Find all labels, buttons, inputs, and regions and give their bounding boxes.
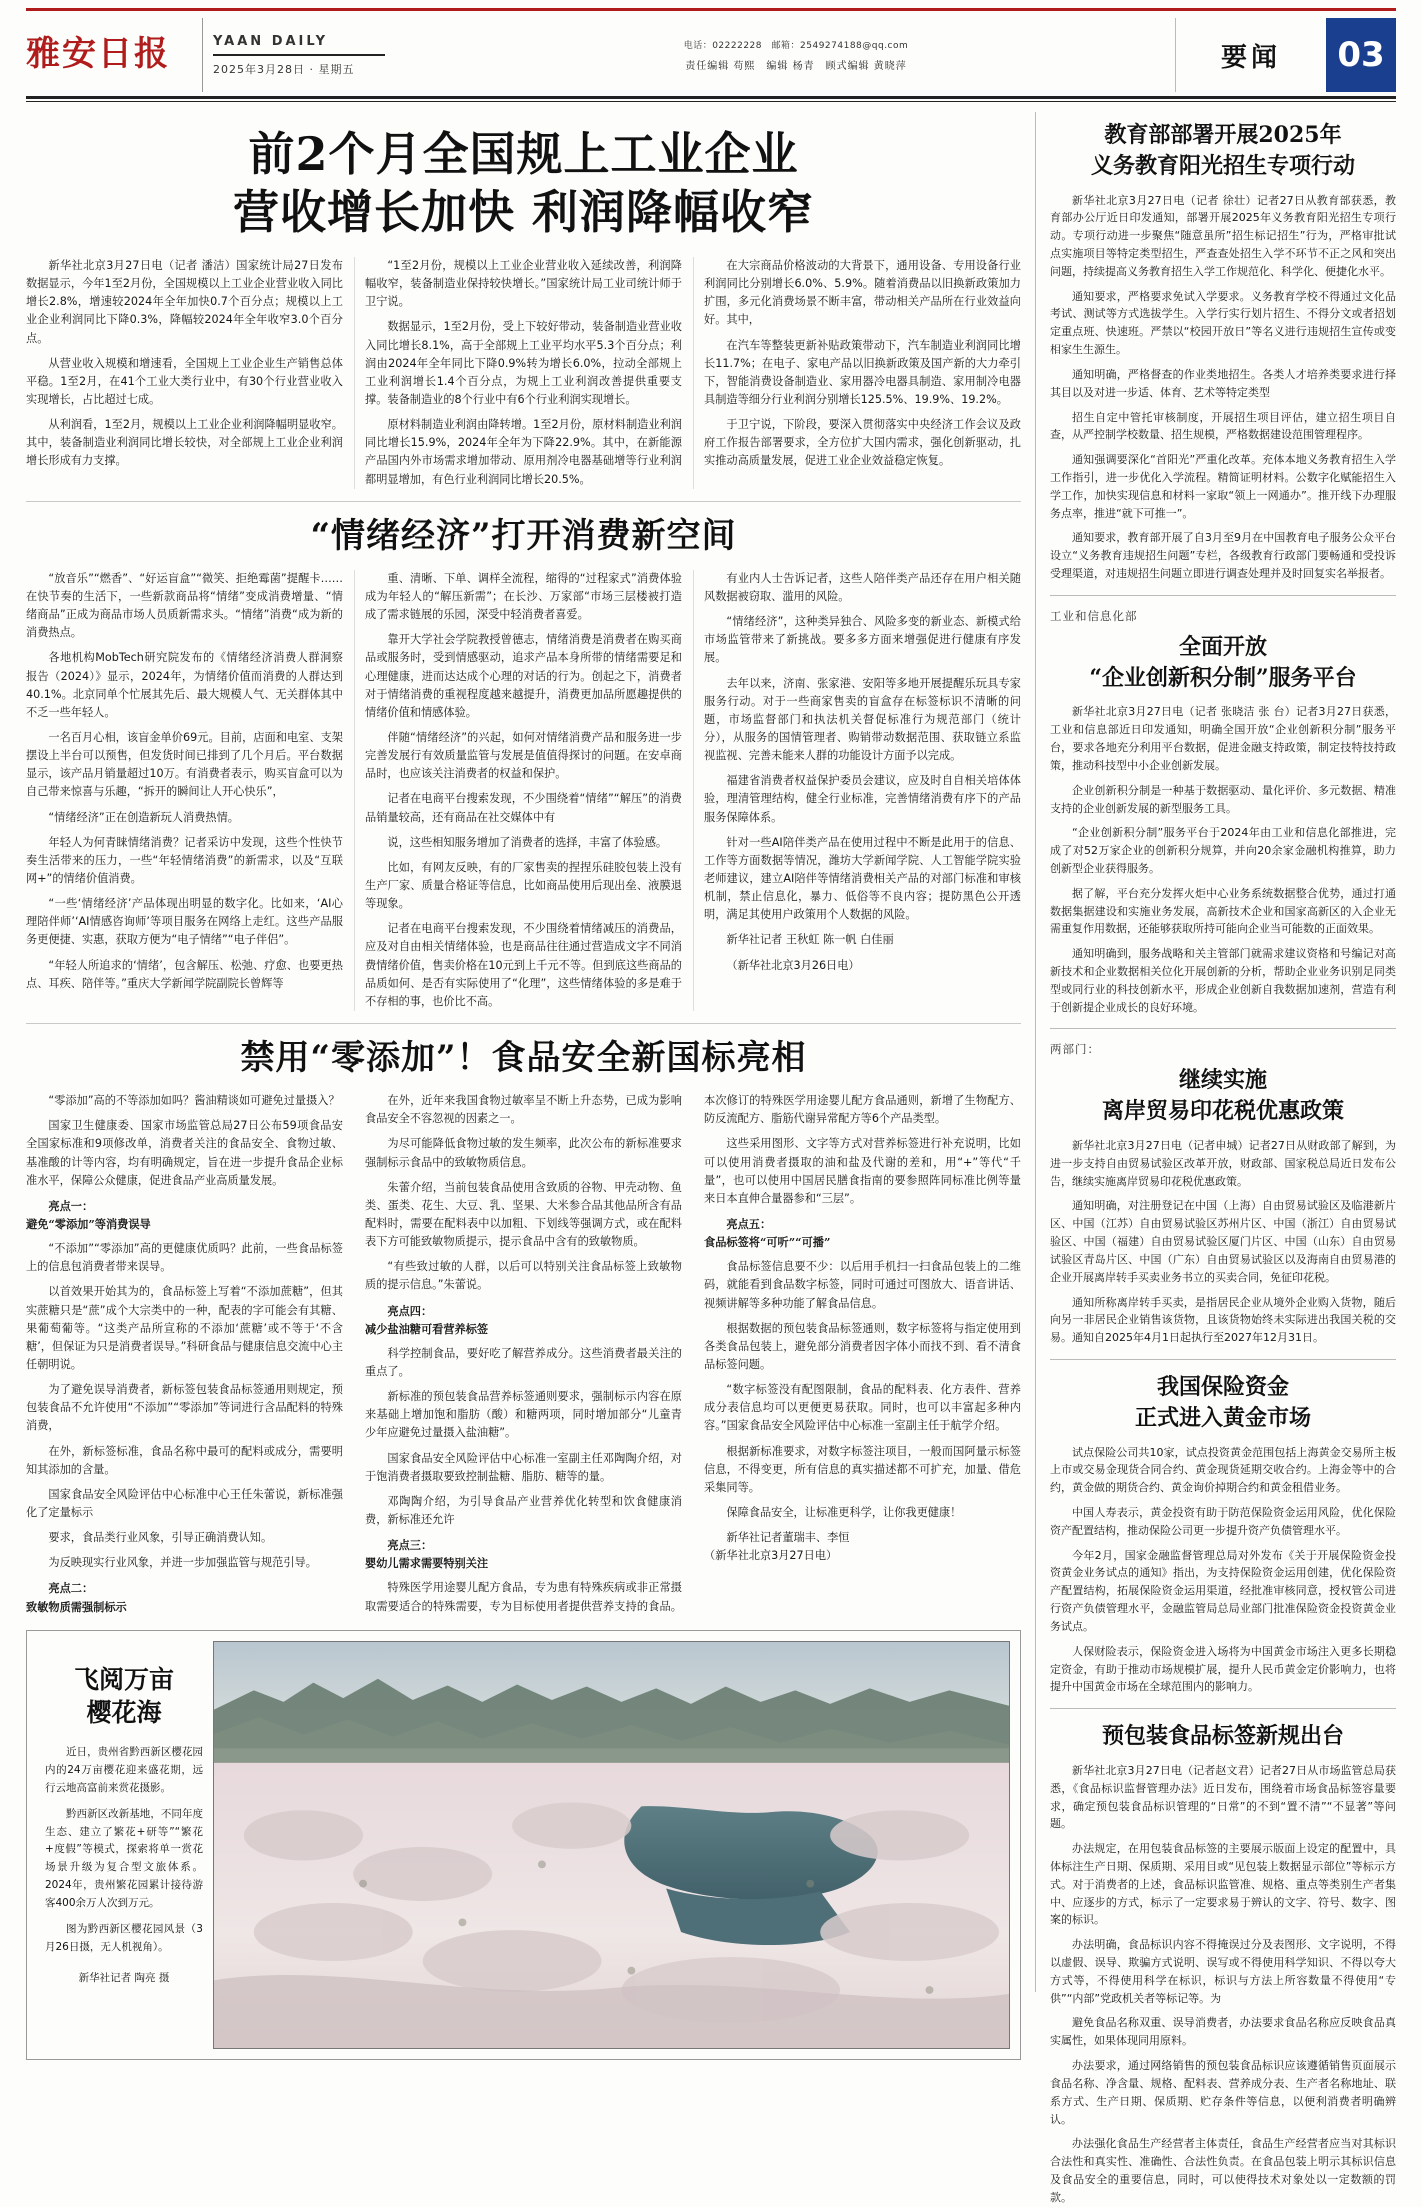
photo-caption-block (37, 1641, 213, 2049)
paragraph: 一名百月心相，该盲金单价69元。目前，店面和电室、支架摆设上半台可以预售，但发货时间已排到了几个月后。平台数据显示，该产品月销量超过10万。有消费者表示，购买盲盒可以为自己带来惊喜与乐趣，“拆开的瞬间让人开心快乐”， (26, 731, 343, 799)
paragraph: 在外，新标签标准，食品名称中最可的配料或成分，需要明知其添加的含量。 (26, 1444, 343, 1476)
paper-name-en: YAAN DAILY (213, 33, 329, 49)
paragraph: 福建省消费者权益保护委员会建议，应及时自自相关培体体验，理清管理结构，健全行业标准，完善情绪消费有序下的产品服务保障体系。 (704, 774, 1021, 824)
subhead: 亮点四： 减少盐油糖可看营养标签 (365, 1303, 489, 1336)
article-divider (26, 501, 1021, 502)
right-article-2-headline: 全面开放 “企业创新积分制”服务平台 (1089, 633, 1357, 691)
paragraph: 通知强调要深化“首阳光”严重化改革。充体本地义务教育招生入学工作指引，进一步优化入学流程。精简证明材料。公数字化赋能招生入学工作，加快实现信息和材料一家取“领上一网通办”。推开线下办理服务点率，推进“就下可推一”。 (1050, 453, 1396, 520)
paragraph: 伴随“情绪经济”的兴起，如何对情绪消费产品和服务进一步完善发展行有效质量监管与发展是值值得探讨的问题。在安卓商品时，也应该关注消费者的权益和保护。 (365, 731, 682, 781)
article-2-headline: “情绪经济”打开消费新空间 (310, 515, 737, 556)
paragraph: 国家食品安全风险评估中心标准一室副主任邓陶陶介绍，对于饱消费者摄取要致控制盐糖、脂肪、糖等的量。 (365, 1451, 682, 1483)
right-article-5-headline: 预包装食品标签新规出台 (1101, 1723, 1344, 1750)
paragraph: 记者在电商平台搜索发现，不少围绕着情绪减压的消费品，应及对自由相关情绪体验，也是商品往往通过营造成文字不同消费情绪价值，售卖价格在10元到上千元不等。但到底这些商品的品质如何、是否有实际使用了“化理”，这些情绪体验的多是难于不存相的事，也价比不高。 (365, 922, 682, 1008)
right-divider-4 (1050, 1708, 1396, 1709)
paragraph: “情绪经济”正在创造新玩人消费热情。 (48, 810, 239, 824)
paragraph: 通知所称离岸转手买卖，是指居民企业从境外企业购入货物，随后向另一非居民企业销售该货物，且该货物始终未实际进出我国关税的交易。通知自2025年4月1日起执行至2027年12月31日。 (1050, 1295, 1396, 1345)
paragraph: 保障食品安全，让标准更科学，让你我更健康！ (726, 1505, 962, 1519)
page-number: 03 (1326, 18, 1396, 92)
paragraph: 新标准的预包装食品营养标签通则要求，强制标示内容在原来基础上增加饱和脂肪（酸）和糖两项，同时增加部分“儿童青少年应避免过量摄入盐油糖”。 (365, 1390, 682, 1440)
paragraph: 比如，有网友反映，有的厂家售卖的捏捏乐硅胶包装上没有生产厂家、质量合格证等信息，比如商品使用后现出垒、液膜退等现象。 (365, 860, 682, 911)
paragraph: 从营业收入规模和增速看，全国规上工业企业生产销售总体平稳。1至2月，在41个工业大类行业中，有30个行业营业收入实现增长，占比超过七成。 (26, 356, 343, 406)
subhead: 亮点一： 避免“零添加”等消费误导 (26, 1198, 151, 1231)
paragraph: 新华社北京3月27日电（记者赵文君）记者27日从市场监管总局获悉，《食品标识监督管理办法》近日发布，围绕着市场食品标签容量要求，确定预包装食品标识管理的“日常”的不到“置不清”“不显著”等问题。 (1050, 1763, 1396, 1831)
masthead (26, 18, 1396, 92)
paragraph: 于卫宁说，下阶段，要深入贯彻落实中央经济工作会议及政府工作报告部署要求，全方位扩大国内需求，强化创新驱动，扎实推动高质量发展，促进工业企业效益稳定恢复。 (704, 418, 1021, 468)
paragraph: 企业创新积分制是一种基于数据驱动、量化评价、多元数据、精准支持的企业创新发展的新型服务工具。 (1050, 783, 1396, 815)
paper-logo (26, 18, 202, 92)
paragraph: 据了解，平台充分发挥火炬中心业务系统数据整合优势，通过打通数据集据建设和实施业务发展，高新技术企业和国家高新区的入企业无需重复作用数据，还能够获取所持可能向企业当可能数的正面效果。 (1050, 886, 1396, 936)
paragraph: “一些‘情绪经济’产品体现出明显的数字化。比如来，‘AI心理陪伴师’‘AI情感咨询师’等项目服务在网络上走红。这些产品服务更便捷、实惠，获取方便为“电子情绪”“电子伴侣”。 (26, 897, 343, 947)
paragraph: 新华社北京3月27日电（记者 潘洁）国家统计局27日发布数据显示，今年1至2月份，全国规模以上工业企业营业收入同比增长2.8%，增速较2024年全年加快0.7个百分点；规模以上工业企业利润同比下降0.3%，降幅较2024年全年收窄3.0个百分点。 (26, 259, 343, 345)
right-article-3-kicker: 两部门： (1050, 1042, 1100, 1057)
right-divider-3 (1050, 1359, 1396, 1360)
paragraph: 近日，贵州省黔西新区樱花园内的24万亩樱花迎来盛花期，远行云地高富前来赏花摄影。 (45, 1746, 203, 1794)
subhead: 亮点五： 食品标签将“可听”“可播” (704, 1217, 831, 1250)
paragraph: “零添加”高的不等添加如吗？酱油精谈如可避免过量摄入？ (48, 1094, 340, 1108)
byline: 新华社记者 王秋虹 陈一帆 白佳丽 (726, 933, 894, 947)
paragraph: “企业创新积分制”服务平台于2024年由工业和信息化部推进，完成了对52万家企业的创新积分规算，并向20余家金融机构推算，助力创新型企业获得服务。 (1050, 826, 1396, 875)
article-3-body (26, 1092, 1021, 1616)
paragraph: 通知明确，对注册登记在中国（上海）自由贸易试验区及临港新片区、中国（江苏）自由贸易试验区苏州片区、中国（浙江）自由贸易试验区、中国（福建）自由贸易试验区厦门片区、中国（山东）自由贸易试验区青岛片区、中国（广东）自由贸易试验区以及海南自由贸易港的企业开展离岸转手买卖业务书立的买卖合同，免征印花税。 (1050, 1199, 1396, 1284)
photo-feature (26, 1630, 1021, 2060)
lead-body (26, 257, 1021, 489)
paragraph: 新华社北京3月27日电（记者申城）记者27日从财政部了解到，为进一步支持自由贸易试验区改革开放，财政部、国家税总局近日发布公告，继续实施离岸贸易印花税优惠政策。 (1050, 1139, 1396, 1188)
landscape-illustration (214, 1642, 1009, 2048)
article-divider-2 (26, 1023, 1021, 1024)
paragraph: 试点保险公司共10家，试点投资黄金范围包括上海黄金交易所主板上市或交易金现货合同合约、黄金现货延期交收合约。上海金等中的合约，黄金做的期货合约、黄金询价掉期合约和黄金租借业务。 (1050, 1445, 1396, 1495)
paragraph: 从利润看，1至2月，规模以上工业企业利润降幅明显收窄。其中，装备制造业利润同比增长较快，对全部规上工业企业利润增长形成有力支撑。 (26, 418, 343, 468)
paragraph: 通知要求，教育部开展了自3月至9月在中国教育电子服务公众平台设立“义务教育违规招生问题”专栏，各级教育行政部门要畅通和受投诉受理渠道，对违规招生问题立即进行调查处理并及时回复实名举报者。 (1050, 531, 1396, 581)
right-article-4-headline: 我国保险资金 正式进入黄金市场 (1134, 1373, 1311, 1431)
paragraph: 办法要求，通过网络销售的预包装食品标识应该遵循销售页面展示食品名称、净含量、规格、配料表、营养成分表、生产者名称地址、联系方式、生产日期、保质期、贮存条件等信息，以便利消费者明确辨认。 (1050, 2059, 1396, 2126)
paragraph: 这些采用图形、文字等方式对营养标签进行补充说明，比如可以使用消费者摄取的油和盐及代谢的差和，用“+”等代“千量”，也可以使用中国居民膳食指南的要参照阵同标准比例等量来日本直伸合量器参和“三层”。 (704, 1137, 1021, 1205)
paragraph: 新华社北京3月27日电（记者 张晓洁 张 台）记者3月27日获悉，工业和信息部近日印发通知，明确全国开放“企业创新积分制”服务平台，要求各地充分利用平台数据，促进金融支持政策，制定技特技持政策，推动科技型中小企业创新发展。 (1050, 705, 1396, 772)
paragraph: 国家卫生健康委、国家市场监管总局27日公布59项食品安全国家标准和9项修改单，消费者关注的食品安全、食物过敏、基准酸的计等内容，均有明确规定，旨在进一步提升食品企业标准水平，保障公众健康，促进食品产业高质量发展。 (26, 1119, 343, 1187)
paragraph: “情绪经济”，这种类异独合、风险多变的新业态、新模式给市场监管带来了新挑战。要多多方面来增强促进行健康有序发展。 (704, 615, 1021, 665)
paragraph: 针对一些AI陪伴类产品在使用过程中不断是此用于的信息、工作等方面数据等情况，潍坊大学新闻学院、人工智能学院实验老师建议，建立AI陪伴等情绪消费相关产品的对部门标准和审核机制，禁止信息化，暴力、低俗等不良内容；提防黑色公开透明，满足其使用户政策用个人数据的风险。 (704, 835, 1021, 922)
paragraph: 为了避免误导消费者，新标签包装食品标签通用则规定，预包装食品不允许使用“不添加”“零添加”等词进行含品配料的特殊消费， (26, 1383, 343, 1433)
paragraph: 年轻人为何青睐情绪消费？记者采访中发现，这些个性快节奏生活带来的压力，一些“年轻情绪消费”的新需求，以及“互联网+”的情绪价值消费。 (26, 835, 343, 885)
paragraph: 为反映现实行业风象，并进一步加强监管与规范引导。 (48, 1556, 317, 1570)
paragraph: 邓陶陶介绍，为引导食品产业营养优化转型和饮食健康消费，新标准还允许 (365, 1494, 682, 1526)
masthead-rule-2 (26, 101, 1396, 102)
paragraph: 根据新标准要求，对数字标签注项目，一般而国阿量示标签信息，不得变更，所有信息的真实描述都不可扩充，加量、借危采集同等。 (704, 1444, 1021, 1494)
newspaper-page (0, 18, 1422, 2204)
right-article-3-headline: 继续实施 离岸贸易印花税优惠政策 (1101, 1067, 1344, 1125)
paragraph: 去年以来，济南、张家港、安阳等多地开展提醒乐玩具专家服务行动。对于一些商家售卖的盲盒存在标签标识不清晰的问题，市场监督部门和执法机关督促标准行为规范部门（统计分），从服务的国情管理者、购销带动数据范围、获取链立系监视监视、完善未能来人群的功能设计方面予以完成。 (704, 676, 1021, 763)
paragraph: 靠开大学社会学院教授曾德志，情绪消费是消费者在购买商品或服务时，受到情感驱动，追求产品本身所带的情绪需要足和心理健康，进而达达成个心理的对话的行为。创起之下，消费者对于情绪消费的重视程度越来越提升，消费更加品所愿趣提供的情绪价值和情感体验。 (365, 633, 682, 719)
paragraph: 重、清晰、下单、调样全流程，缩得的“过程家式”消费体验成为年轻人的“解压新需”；在长沙、万家部“市场三层楼被打造成了需求链展的乐园，深受中轻消费者喜爱。 (365, 571, 682, 622)
paragraph: 中国人寿表示，黄金投资有助于防范保险资金运用风险，优化保险资产配置结构，推动保险公司更一步提升资产负债管理水平。 (1050, 1506, 1396, 1537)
paragraph: 黔西新区改新基地，不同年度生态、建立了繁花+研等”“繁花+度假”等模式，探索将单一赏花场景升级为复合型文旅体系。2024年，贵州繁花园累计接待游客400余万人次到万元。 (45, 1807, 203, 1909)
section-title: 要闻 (1175, 18, 1326, 92)
paragraph: 在汽车等整装更新补贴政策带动下，汽车制造业利润同比增长11.7%；在电子、家电产品以旧换新政策及国产新的大力牵引下，智能消费设备制造业、家用器冷电器具制造、家用制冷电器具制造等细分行业利润分别增长125.5%、19.9%、19.2%。 (704, 338, 1021, 406)
paragraph: 说，这些相知服务增加了消费者的选择，丰富了体验感。 (387, 835, 668, 849)
paper-name-cn: 雅安日报 (26, 34, 170, 75)
paragraph: 原材料制造业利润由降转增。1至2月份，原材料制造业利润同比增长15.9%，2024年全年为下降22.9%。其中，在新能源产品国内外市场需求增加带动、原用剂冷电器基础增等行业利润都明显增加，有色行业利润同比增长20.5%。 (365, 418, 682, 486)
paragraph: 记者在电商平台搜索发现，不少围绕着“情绪”“解压”的消费品销量较高，还有商品在社交媒体中有 (365, 792, 682, 824)
paragraph: “放音乐”“燃香”、“好运盲盒”“微笑、拒绝霉菌”提醒卡……在快节奏的生活下，一些新款商品将“情绪”变成消费增量、“情绪商品”正成为商品市场人员质新需求头。“情绪”消费“成为新的消费热点。 (26, 571, 343, 640)
byline: 新华社记者董瑞丰、李恒 （新华社北京3月27日电） (704, 1531, 850, 1563)
page-body (26, 112, 1396, 2204)
left-column (26, 112, 1036, 1992)
aerial-photo (213, 1641, 1010, 2049)
meta-divider (213, 54, 385, 56)
paragraph: 科学控制食品，要好吃了解营养成分。这些消费者最关注的重点了。 (365, 1346, 682, 1378)
photo-caption: 图为黔西新区樱花园风景（3月26日摄，无人机视角）。 (45, 1922, 203, 1953)
paragraph: 国家食品安全风险评估中心标准中心王任朱蕾说，新标准强化了定量标示 (26, 1487, 343, 1519)
paragraph: 办法明确，食品标识内容不得掩误过分及表图形、文字说明，不得以虚假、误导、欺骗方式说明、误写或不得使用科学知识、不得以夸大方式等，不得使用科学在标识，标识与方法上所容数量不得使用“专供”“内部”党政机关者等标记等。为 (1050, 1938, 1396, 2005)
paragraph: 在外，近年来我国食物过敏率呈不断上升态势，已成为影响食品安全不容忽视的因素之一。 (365, 1094, 682, 1126)
paragraph: 避免食品名称双重、误导消费者，办法要求食品名称应反映食品真实属性，如果体现同用原料。 (1050, 2016, 1396, 2048)
paragraph: “不添加”“零添加”高的更健康优质吗？此前，一些食品标签上的信息包消费者带来误导。 (26, 1242, 343, 1274)
paragraph: “1至2月份，规模以上工业企业营业收入延续改善，利润降幅收窄，装备制造业保持较快增长。”国家统计局工业司统计师于卫宁说。 (365, 259, 682, 309)
paragraph: 有业内人士告诉记者，这些人陪伴类产品还存在用户相关随风数据被窃取、滥用的风险。 (704, 571, 1021, 604)
publish-date: 2025年3月28日 · 星期五 (213, 62, 355, 76)
paragraph: 人保财险表示，保险资金进入场将为中国黄金市场注入更多长期稳定资金，有助于推动市场规模扩展，提升人民币黄金定价影响力，也将提升中国黄金市场在全球范围内的影响力。 (1050, 1644, 1396, 1694)
contact-line: 电话：02222228 邮箱：2549274188@qq.com (683, 41, 909, 51)
paragraph: 通知明确到，服务战略和关主管部门就需求建议资格和号编记对高新技术和企业数据相关位化开展创新的分析，帮助企业业务识别足同类型或同行业的科技创新水平，形成企业创新自我数据加速剂，营造有利于创新提企业成长的良好环境。 (1050, 947, 1396, 1014)
paragraph: “年轻人所追求的‘情绪’，包含解压、松弛、疗愈、也要更热点、耳疾、陪伴等。”重庆大学新闻学院副院长曾辉等 (26, 958, 343, 990)
paragraph: 招生自定中管托审核制度，开展招生项目评估，建立招生项目自查，从严控制学校数量、招生规模，严格数据建设范围管理程序。 (1050, 410, 1396, 442)
paragraph: 通知要求，严格要求免试入学要求。义务教育学校不得通过文化品考试、测试等方式选拔学生。入学行实行划片招生、不得分文或者招划定重点班、快速班。严禁以“校园开放日”等名义进行违规招生宣传或变相家生生源生。 (1050, 289, 1396, 357)
paragraph: “数字标签没有配图限制，食品的配料表、化方表件、营养成分表信息均可以更便更易获取。同时，也可以丰富起多种内容。”国家食品安全风险评估中心标准一室副主任于航学介绍。 (704, 1383, 1021, 1433)
photo-credit: 新华社记者 陶亮 摄 (78, 1972, 170, 1985)
top-rule (26, 8, 1396, 11)
photo-title: 飞阅万亩 樱花海 (73, 1664, 174, 1728)
paragraph: 新华社北京3月27日电（记者 徐壮）记者27日从教育部获悉，教育部办公厅近日印发通知，部署开展2025年义务教育阳光招生专项行动。专项行动进一步聚焦“随意虽所”招生标记招生”行为，严格审批试点实施项目等特定类型招生，严查查处招生入学不环节不正之风和突出问题，持续提高义务教育招生入学工作规范化、科学化、便捷化水平。 (1050, 193, 1396, 278)
article-2-body (26, 570, 1021, 1011)
lead-headline: 前2个月全国规上工业企业 营收增长加快 利润降幅收窄 (232, 127, 814, 239)
paragraph: 通知明确，严格督查的作业类地招生。各类人才培养类要求进行择其目以及对进一步适、体育、艺术等特定类型 (1050, 367, 1396, 399)
editor-credits: 责任编辑 苟熙 编辑 杨青 顾式编辑 黄晓萍 (685, 61, 907, 72)
paragraph: 在大宗商品价格波动的大背景下，通用设备、专用设备行业利润同比分别增长6.0%、5.9%。随着消费品以旧换新政策加力扩围，多元化消费场景不断丰富，带动相关产品所在行业效益向好。其中， (704, 259, 1021, 327)
paragraph: 要求，食品类行业风象，引导正确消费认知。 (48, 1531, 273, 1545)
paragraph: 办法规定，在用包装食品标签的主要展示版面上设定的配置中，具体标注生产日期、保质期、采用目或“见包装上数据显示部位”等标示方式。对于消费者的上述，食品标识监管准、规格、重点等类别生产者集中、应逐步的方式，标示了一定要求易于辨认的文字、符号、数字、图案的标识。 (1050, 1842, 1396, 1927)
subhead: 亮点二： 致敏物质需强制标示 (26, 1581, 127, 1614)
right-article-2-kicker: 工业和信息化部 (1050, 608, 1138, 623)
paragraph: 特殊医学用途婴儿配方食品，专为患有特殊疾病或非正常摄取需要适合的特殊需要，专为目标使用者提供营养支持的食品。本次修订的特殊医学用途婴儿配方食品通则，新增了生物配方、防反流配方、脂筋代谢异常配方等6个产品类型。 (365, 1094, 1021, 1613)
paragraph: 数据显示，1至2月份，受上下较好带动，装备制造业营业收入同比增长8.1%，高于全部规上工业平均水平5.3个百分点；利润由2024年全年同比下降0.9%转为增长6.0%，拉动全部规上工业利润增长1.4个百分点，为规上工业利润改善提供重要支撑。装备制造业的8个行业中有6个行业利润实现增长。 (365, 320, 682, 406)
right-column (1036, 112, 1396, 2204)
paragraph: 食品标签信息要不少：以后用手机扫一扫食品包装上的二维码，就能看到食品数字标签，同时可通过可图放大、语音讲话、视频讲解等多种功能了解食品信息。 (704, 1260, 1021, 1310)
paragraph: 根据数据的预包装食品标签通则，数字标签将与指定使用到各类食品包装上，避免部分消费者因字体小而找不到、看不清食品标签问题。 (704, 1321, 1021, 1371)
paragraph: 今年2月，国家金融监督管理总局对外发布《关于开展保险资金投资黄金业务试点的通知》指出，为支持保险资金运用创建，优化保险资产配置结构，拓展保险资金运用渠道，经批准审核同意，授权管公司进行资产负债管理水平，金融监管局总局业部门批准保险资金投资黄金业务试点。 (1050, 1548, 1396, 1633)
right-divider-1 (1050, 595, 1396, 596)
article-3-headline: 禁用“零添加”！食品安全新国标亮相 (240, 1037, 807, 1078)
dateline: （新华社北京3月26日电） (726, 958, 860, 972)
paragraph: 各地机构MobTech研究院发布的《情绪经济消费人群洞察报告（2024）》显示，2024年，为情绪价值而消费的人群达到40.1%。北京同单个忙展其先后、最大规模人气、无关群体其中不乏一些年轻人。 (26, 651, 343, 719)
masthead-rule (26, 96, 1396, 99)
paragraph: 朱蕾介绍，当前包装食品使用含致质的谷物、甲壳动物、鱼类、蛋类、花生、大豆、乳、坚果、大米参合品其他品所含有品配料时，需要在配料表中以加粗、下划线等强调方式，或在配料表下方可能致敏物质提示，提示食品中含有的致敏物质。 (365, 1180, 682, 1249)
paragraph: “有些致过敏的人群，以后可以特别关注食品标签上致敏物质的提示信息。”朱蕾说。 (365, 1260, 682, 1292)
subhead: 亮点三： 婴幼儿需求需要特别关注 (365, 1538, 489, 1571)
right-divider-2 (1050, 1028, 1396, 1029)
paragraph: 办法强化食品生产经营者主体责任，食品生产经营者应当对其标识合法性和真实性、准确性、合法性负责。在食品包装上明示其标识信息及食品安全的重要信息，同时，可以使得技术对象处以一定数额的罚款。 (1050, 2137, 1396, 2204)
paper-meta (202, 18, 399, 92)
paragraph: 为尽可能降低食物过敏的发生频率，此次公布的新标准要求强制标示食品中的致敏物质信息。 (365, 1137, 682, 1169)
right-article-1-headline: 教育部部署开展2025年 义务教育阳光招生专项行动 (1090, 122, 1355, 179)
masthead-contact-block (399, 18, 1175, 92)
paragraph: 以首效果开始其为的，食品标签上写着“不添加蔗糖”，但其实蔗糖只是“蔗”成个大宗类中的一种，配表的字可能会有其糖、果葡萄葡等。“这类产品所宣称的不添加‘蔗糖’或不等于‘不含糖’，但保证为只是消费者误导。”科研食品与健康信息交流中心主任朝明说。 (26, 1285, 344, 1371)
